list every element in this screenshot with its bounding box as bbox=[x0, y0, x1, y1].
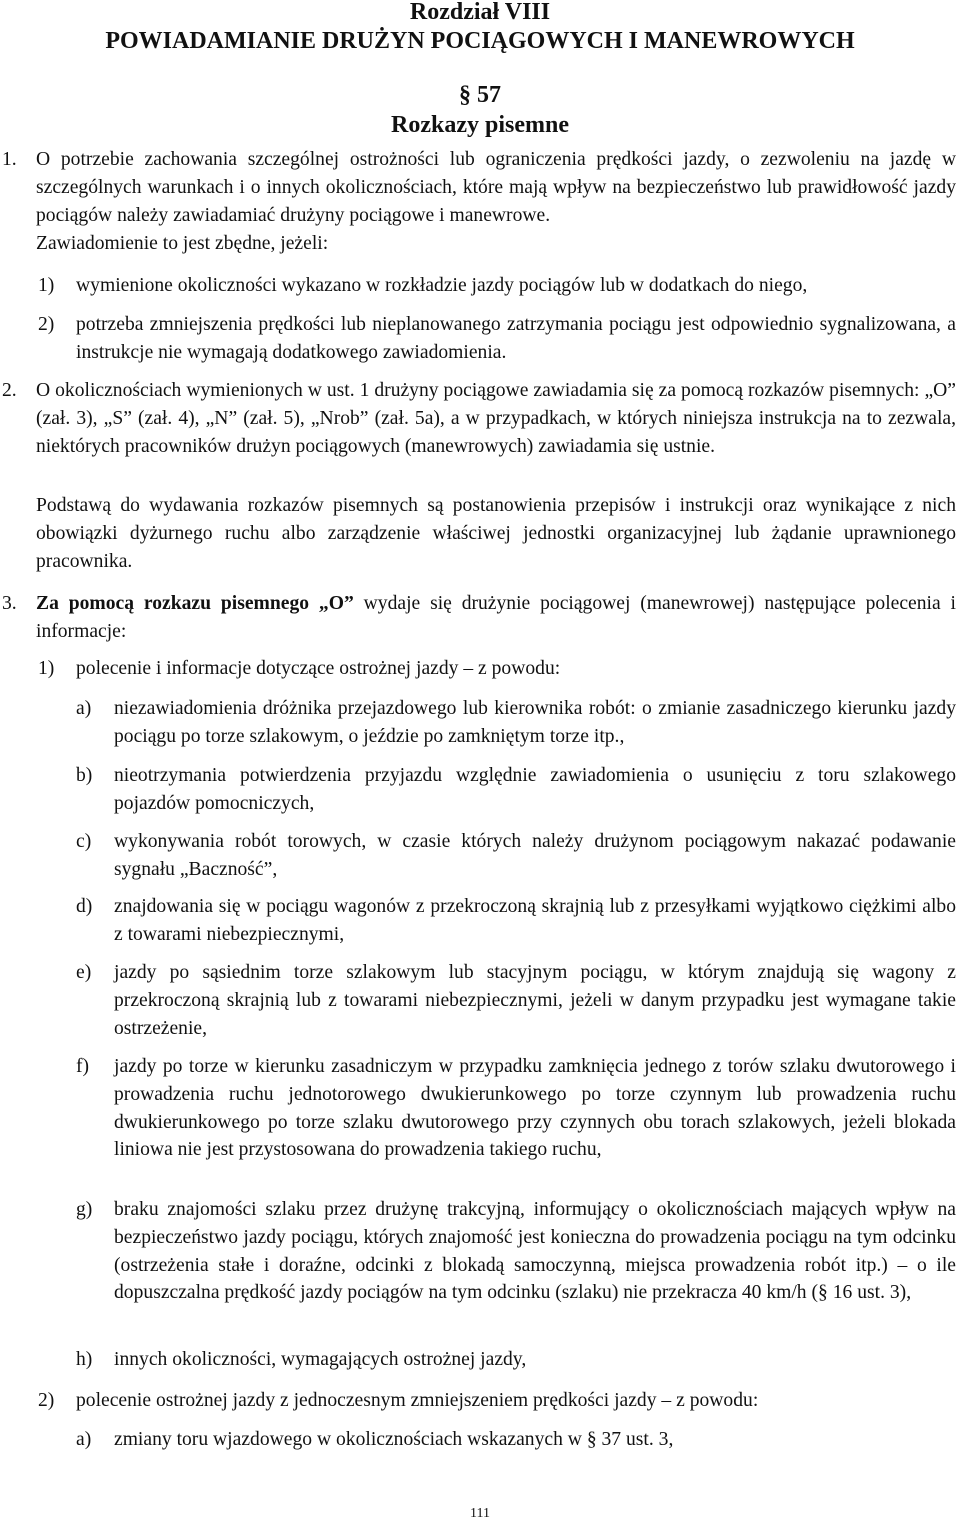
letter-a-text: niezawiadomienia dróżnika przejazdowego lub kierownika robót: o zmianie zasadniczego kierunku jazdy pociągu po torze szlakowym, o jeździe po zamkniętym torze itp., bbox=[114, 698, 956, 747]
item-1-text: O potrzebie zachowania szczególnej ostrożności lub ograniczenia prędkości jazdy, o zezwoleniu na jazdę w szczególnych warunkach i o innych okolicznościach, które mają wpływ na bezpieczeństwo lub prawidłowość jazdy pociągów należy zawiadamiać drużyny pociągowe i manewrowe. bbox=[36, 149, 956, 226]
chapter-title: Rozdział VIII bbox=[409, 0, 551, 25]
item-3-marker: 3. bbox=[2, 593, 17, 614]
item-3-text bbox=[36, 590, 956, 646]
item-2-paragraph-2: Podstawą do wydawania rozkazów pisemnych są postanowienia przepisów i instrukcji oraz wynikające z nich obowiązki dyżurnego ruchu albo zarządzenie właściwej jednostki organizacyjnej lub żądanie uprawnionego pracownika. bbox=[36, 495, 956, 572]
item-1-marker: 1. bbox=[2, 149, 17, 170]
letter-h-marker: h) bbox=[76, 1349, 93, 1370]
item-3-body: wydaje się drużynie pociągowej (manewrowej) następujące polecenia i informacje: bbox=[36, 593, 956, 642]
letter-f-marker: f) bbox=[76, 1056, 90, 1077]
item-3-sub-1-text: polecenie i informacje dotyczące ostrożnej jazdy – z powodu: bbox=[76, 658, 561, 679]
letter-d-marker: d) bbox=[76, 896, 93, 917]
letter-a-marker: a) bbox=[76, 698, 92, 719]
letter-c-text: wykonywania robót torowych, w czasie których należy drużynom pociągowym nakazać podawanie sygnału „Baczność”, bbox=[114, 831, 956, 880]
chapter-subtitle: POWIADAMIANIE DRUŻYN POCIĄGOWYCH I MANEWROWYCH bbox=[105, 28, 855, 54]
sub-2-letter-a-marker: a) bbox=[76, 1429, 92, 1450]
item-1-sub-1-text: wymienione okoliczności wykazano w rozkładzie jazdy pociągów lub w dodatkach do niego, bbox=[76, 275, 808, 296]
item-3-sub-1-marker: 1) bbox=[38, 658, 55, 679]
sub-2-letter-a-text: zmiany toru wjazdowego w okolicznościach wskazanych w § 37 ust. 3, bbox=[114, 1429, 674, 1450]
letter-g-text: braku znajomości szlaku przez drużynę trakcyjną, informujący o okolicznościach mających wpływ na bezpieczeństwo jazdy pociągu, których znajomość jest konieczna do prowadzenia pociągu na tym odcinku (ostrzeżenia stałe i doraźne, odcinki z blokadą samoczynną, miejsca prowadzenia robót itp.) – o ile dopuszczalna prędkość jazdy pociągów na tym odcinku (szlaku) nie przekracza 40 km/h (§ 16 ust. 3), bbox=[114, 1199, 956, 1304]
letter-f-text: jazdy po torze w kierunku zasadniczym w przypadku zamknięcia jednego z torów szlaku dwutorowego i prowadzenia ruchu jednotorowego dwukierunkowego po torze czynnym lub prowadzenia ruchu dwukierunkowego po torze szlaku dwutorowego przy czynnych obu torach szlakowych, jeżeli blokada liniowa nie jest przystosowana do prowadzenia takiego ruchu, bbox=[114, 1056, 956, 1161]
letter-e-marker: e) bbox=[76, 962, 92, 983]
item-3-bold-lead: Za pomocą rozkazu pisemnego „O” bbox=[36, 593, 354, 614]
section-number: § 57 bbox=[459, 82, 501, 108]
item-1-sub-1-marker: 1) bbox=[38, 275, 55, 296]
letter-d-text: znajdowania się w pociągu wagonów z przekroczoną skrajnią lub z przesyłkami wyjątkowo ciężkimi albo z towarami niebezpiecznymi, bbox=[114, 896, 956, 945]
item-2-marker: 2. bbox=[2, 380, 17, 401]
item-2-text: O okolicznościach wymienionych w ust. 1 drużyny pociągowe zawiadamia się za pomocą rozkazów pisemnych: „O” (zał. 3), „S” (zał. 4), „N” (zał. 5), „Nrob” (zał. 5a), a w przypadkach, w których niniejsza instrukcja na to zezwala, niektórych pracowników drużyn pociągowych (manewrowych) zawiadamia się ustnie. bbox=[36, 380, 956, 457]
item-1-continuation: Zawiadomienie to jest zbędne, jeżeli: bbox=[36, 233, 329, 254]
letter-h-text: innych okoliczności, wymagających ostrożnej jazdy, bbox=[114, 1349, 527, 1370]
letter-b-text: nieotrzymania potwierdzenia przyjazdu względnie zawiadomienia o usunięciu z toru szlakowego pojazdów pomocniczych, bbox=[114, 765, 956, 814]
letter-b-marker: b) bbox=[76, 765, 93, 786]
letter-c-marker: c) bbox=[76, 831, 92, 852]
item-3-sub-2-text: polecenie ostrożnej jazdy z jednoczesnym zmniejszeniem prędkości jazdy – z powodu: bbox=[76, 1390, 759, 1411]
section-title: Rozkazy pisemne bbox=[391, 112, 569, 138]
item-1-sub-2-marker: 2) bbox=[38, 314, 55, 335]
page-number: 111 bbox=[470, 1506, 490, 1521]
letter-e-text: jazdy po sąsiednim torze szlakowym lub stacyjnym pociągu, w którym znajdują się wagony z przekroczoną skrajnią lub z towarami niebezpiecznymi, jeżeli w danym przypadku jest wymagane takie ostrzeżenie, bbox=[114, 962, 956, 1039]
letter-g-marker: g) bbox=[76, 1199, 93, 1220]
item-3-sub-2-marker: 2) bbox=[38, 1390, 55, 1411]
item-1-sub-2-text: potrzeba zmniejszenia prędkości lub nieplanowanego zatrzymania pociągu jest odpowiednio sygnalizowana, a instrukcje nie wymagają dodatkowego zawiadomienia. bbox=[76, 314, 956, 363]
